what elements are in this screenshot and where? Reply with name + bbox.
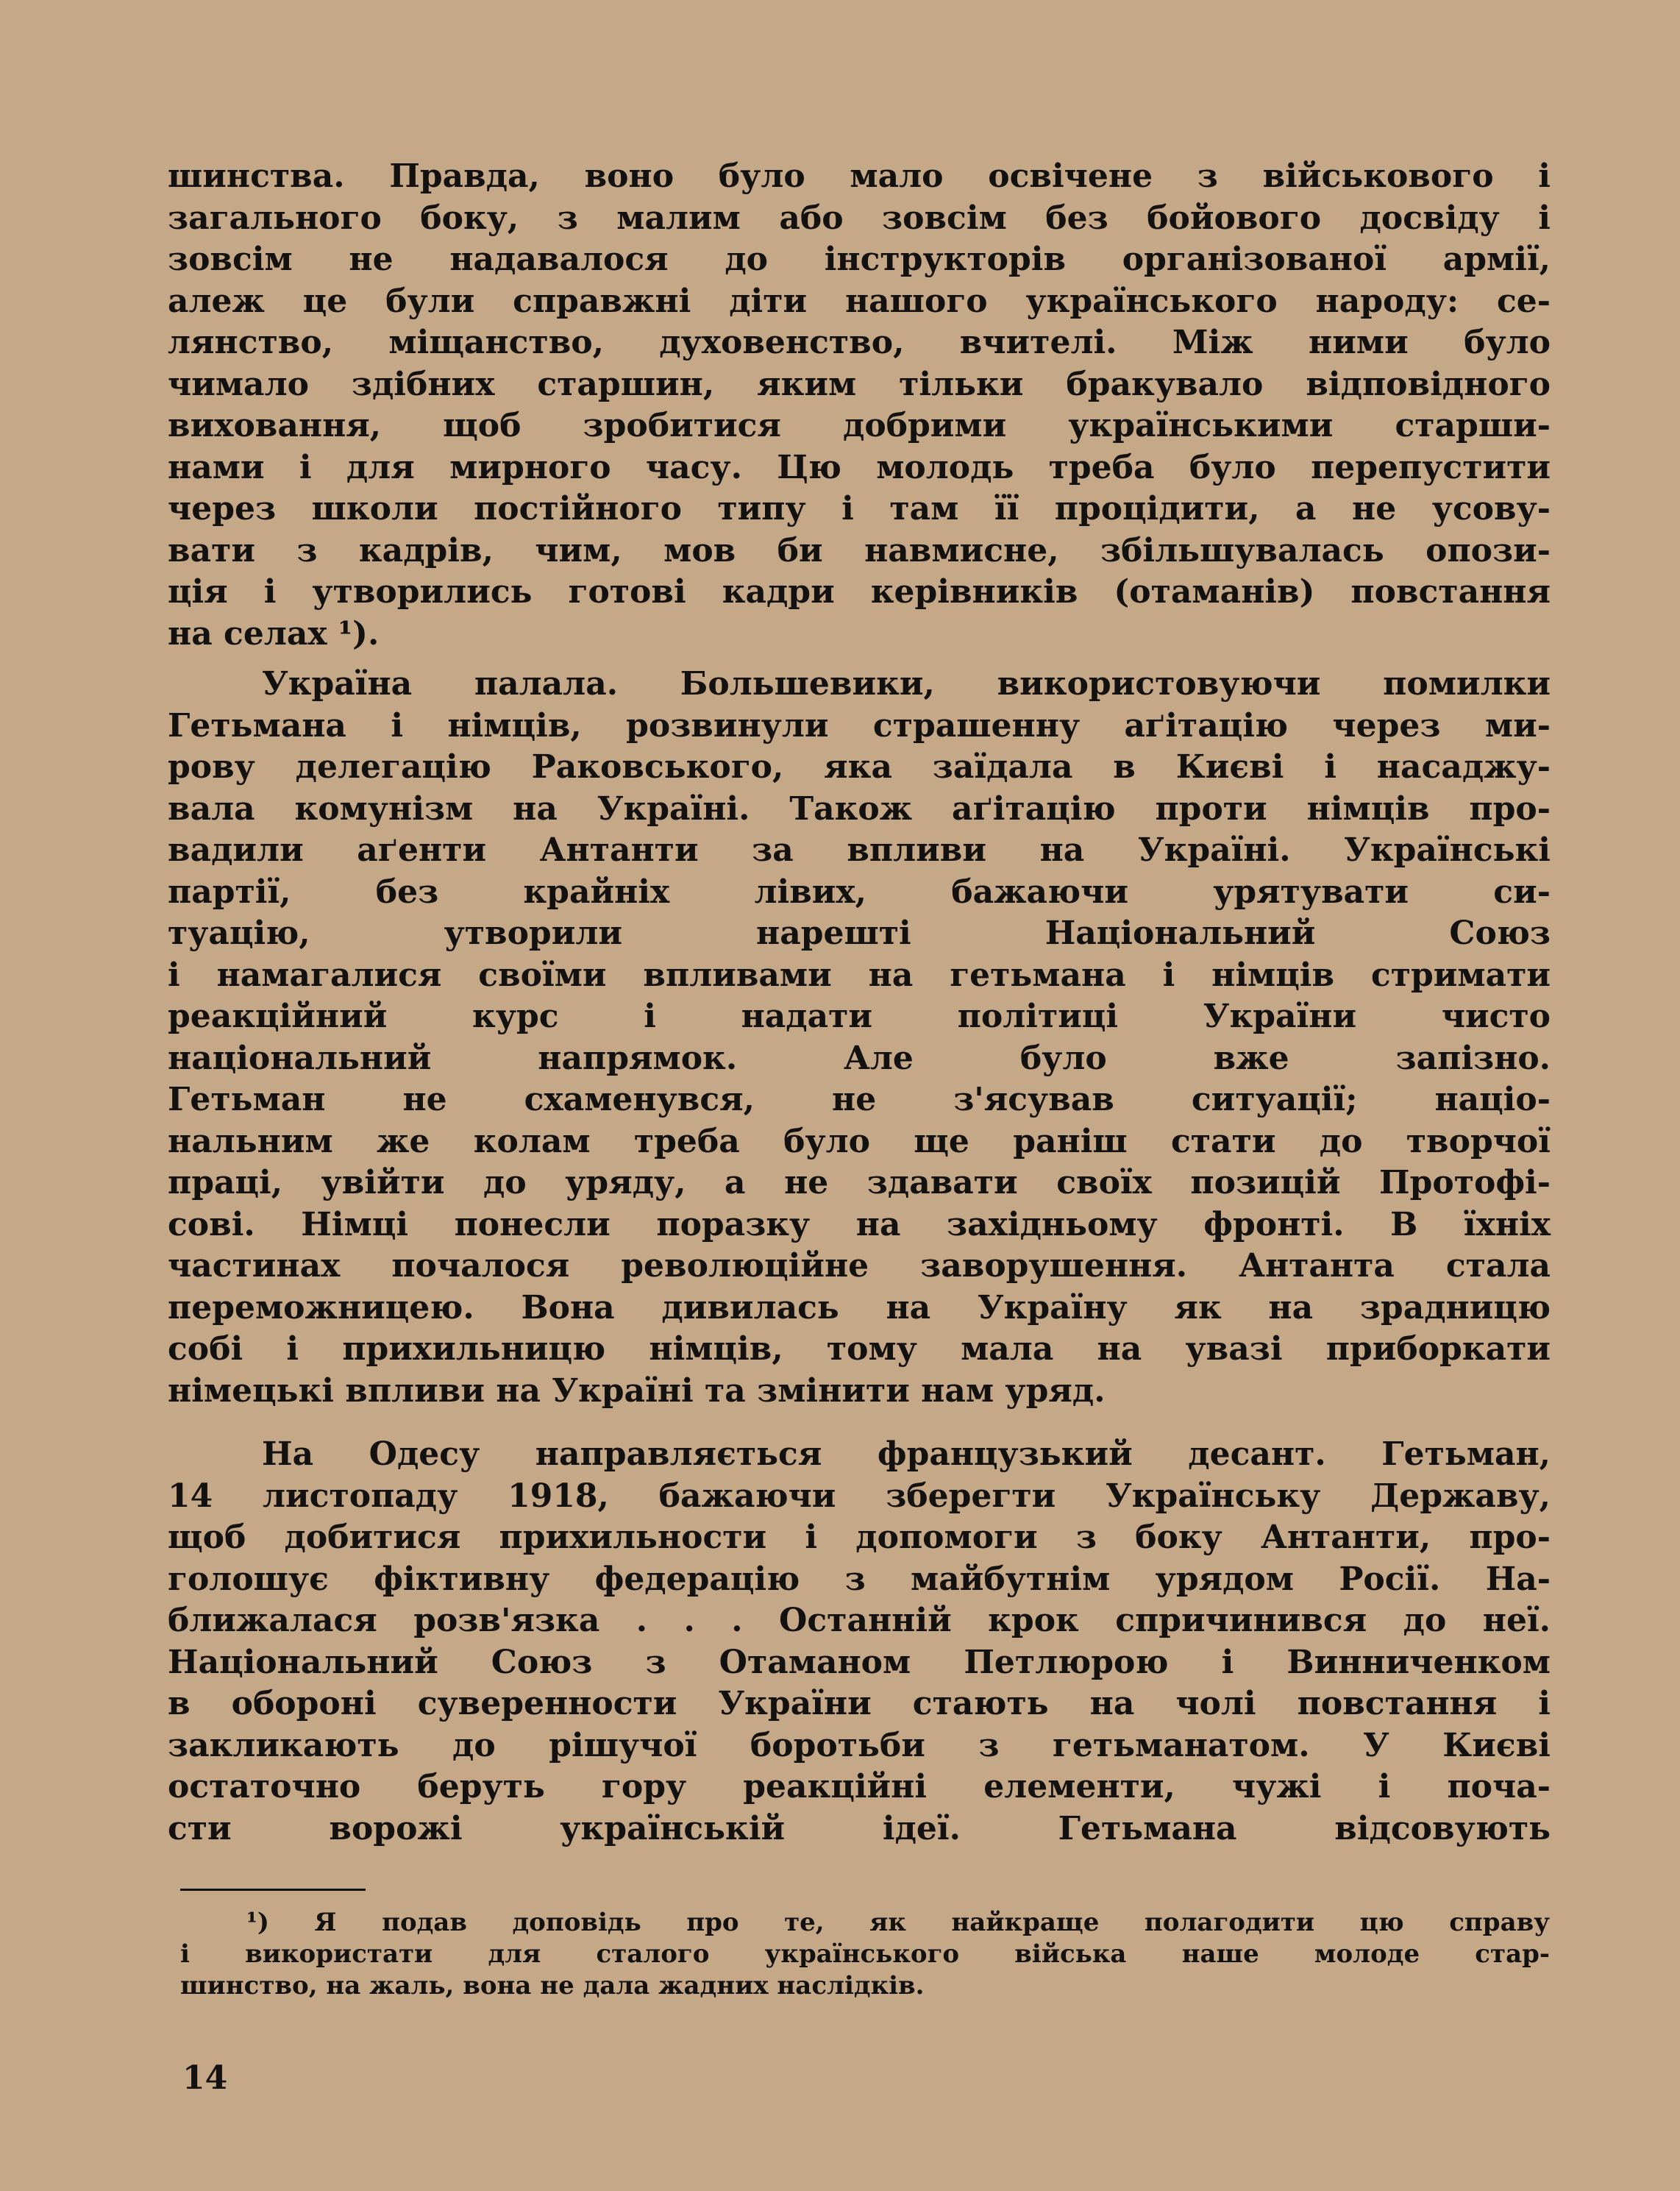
paragraph-2 (168, 664, 1551, 1412)
footnote-line: і використати для сталого українського війська наше молоде стар- (180, 1939, 1550, 1969)
text-line: ближалася розв'язка . . . Останній крок спричинився до неї. (168, 1602, 1551, 1639)
text-line: вадили аґенти Антанти за впливи на Україні. Українські (168, 831, 1551, 869)
text-line: через школи постійного типу і там її процідити, а не усову- (168, 490, 1551, 528)
text-line: Національний Союз з Отаманом Петлюрою і Винниченком (168, 1643, 1551, 1681)
text-line: остаточно беруть гору реакційні елементи, чужі і поча- (168, 1768, 1551, 1805)
footnote-separator (180, 1889, 366, 1891)
text-line: Гетьман не схаменувся, не з'ясував ситуації; націо- (168, 1081, 1551, 1118)
text-line: і намагалися своїми впливами на гетьмана і німців стримати (168, 956, 1551, 994)
text-line: переможницею. Вона дивилась на Україну як на зрадницю (168, 1288, 1551, 1327)
text-line: нальним же колам треба було ще раніш стати до творчої (168, 1122, 1551, 1160)
paragraph-3 (168, 1434, 1551, 1850)
text-line: туацію, утворили нарешті Національний Союз (168, 915, 1551, 952)
text-line: виховання, щоб зробитися добрими українськими старши- (168, 407, 1551, 444)
text-line: на селах ¹). (168, 614, 380, 653)
text-line: На Одесу направляється французький десант. Гетьман, (262, 1435, 1551, 1473)
text-line: німецькі впливи на Україні та змінити нам уряд. (168, 1371, 1106, 1410)
text-line: в обороні суверенности України стають на чолі повстання і (168, 1685, 1551, 1722)
text-line: лянство, міщанство, духовенство, вчителі. Між ними було (168, 324, 1551, 361)
text-line: зовсім не надавалося до інструкторів організованої армії, (168, 241, 1551, 278)
text-line: частинах почалося революційне заворушення. Антанта стала (168, 1247, 1551, 1285)
text-line: шинства. Правда, воно було мало освічене з військового і (168, 157, 1551, 195)
text-line: праці, увійти до уряду, а не здавати своїх позицій Протофі- (168, 1164, 1551, 1201)
footnote-line: ¹) Я подав доповідь про те, як найкраще полагодити цю справу (246, 1908, 1550, 1937)
text-line: сти ворожі українській ідеї. Гетьмана відсовують (168, 1809, 1551, 1847)
text-line: собі і прихильницю німців, тому мала на увазі приборкати (168, 1330, 1551, 1368)
paragraph-1 (168, 156, 1551, 655)
text-line: чимало здібних старшин, яким тільки бракувало відповідного (168, 365, 1551, 403)
footnote (180, 1907, 1550, 2002)
text-line: алеж це були справжні діти нашого українського народу: се- (168, 282, 1551, 320)
text-line: вати з кадрів, чим, мов би навмисне, збільшувалась опози- (168, 531, 1551, 569)
page-number: 14 (182, 2059, 228, 2097)
text-line: нами і для мирного часу. Цю молодь треба було перепустити (168, 448, 1551, 486)
text-line: вала комунізм на Україні. Також аґітацію проти німців про- (168, 789, 1551, 828)
text-line: національний напрямок. Але було вже запізно. (168, 1039, 1551, 1077)
text-line: 14 листопаду 1918, бажаючи зберегти Українську Державу, (168, 1477, 1551, 1515)
footnote-line: шинство, на жаль, вона не дала жадних наслідків. (180, 1971, 925, 2000)
text-line: Україна палала. Большевики, використовуючи помилки (262, 665, 1551, 703)
text-line: закликають до рішучої боротьби з гетьманатом. У Києві (168, 1726, 1551, 1764)
text-line: Гетьмана і німців, розвинули страшенну аґітацію через ми- (168, 706, 1551, 745)
text-line: партії, без крайніх лівих, бажаючи урятувати си- (168, 873, 1551, 911)
text-line: ція і утворились готові кадри керівників (отаманів) повстання (168, 573, 1551, 611)
text-line: рову делегацію Раковського, яка заїдала в Києві і насаджу- (168, 748, 1551, 786)
text-line: голошує фіктивну федерацію з майбутнім урядом Росії. На- (168, 1560, 1551, 1598)
text-line: реакційний курс і надати політиці України чисто (168, 998, 1551, 1035)
text-line: загального боку, з малим або зовсім без бойового досвіду і (168, 199, 1551, 237)
text-line: щоб добитися прихильности і допомоги з боку Антанти, про- (168, 1519, 1551, 1556)
text-line: сові. Німці понесли поразку на західньому фронті. В їхніх (168, 1205, 1551, 1243)
